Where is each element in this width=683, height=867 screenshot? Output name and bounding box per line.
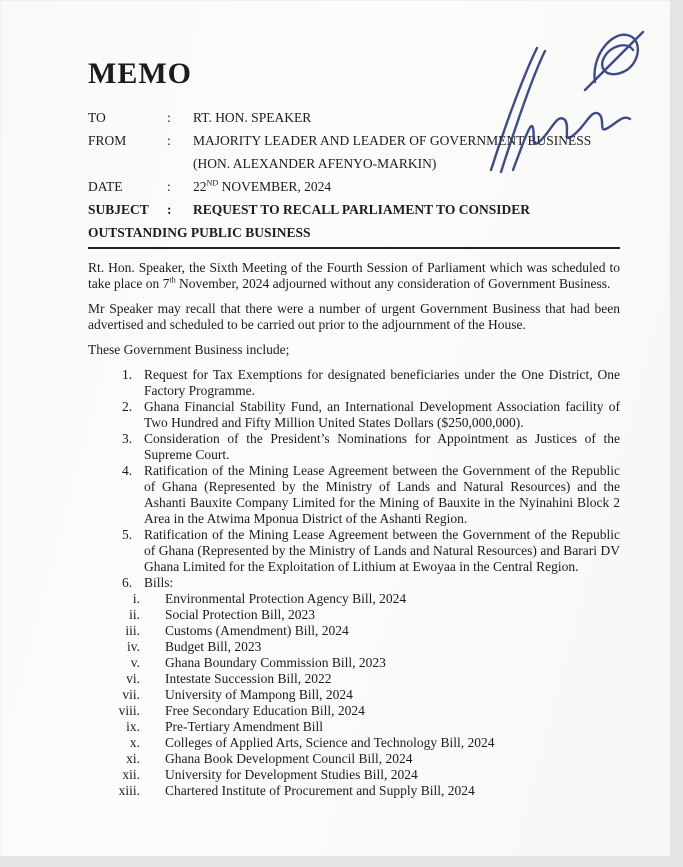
bill-text: Ghana Boundary Commission Bill, 2023: [165, 655, 386, 670]
bill-item-xiii: [88, 783, 620, 799]
bill-numeral: xii.: [122, 767, 140, 782]
bill-item-i: [88, 591, 620, 607]
paragraph-adjournment: [88, 260, 620, 292]
bill-numeral: i.: [132, 591, 140, 606]
bill-text: Intestate Succession Bill, 2022: [165, 671, 332, 686]
item-number: 1.: [122, 367, 133, 382]
list-item-5: [88, 527, 620, 575]
memo-field-subject: [88, 198, 620, 221]
bill-text: University for Development Studies Bill, 2024: [165, 767, 418, 782]
p1-seg-a: Rt. Hon. Speaker, the Sixth Meeting of the Fourth Session of Parliament which was scheduled to take place on 7: [88, 260, 620, 291]
bill-text: Customs (Amendment) Bill, 2024: [165, 623, 349, 638]
bill-item-iii: [88, 623, 620, 639]
bill-text: Pre-Tertiary Amendment Bill: [165, 719, 324, 734]
list-item-3: [88, 431, 620, 463]
bill-item-ii: [88, 607, 620, 623]
bill-numeral: vii.: [122, 687, 140, 702]
spacer: [88, 152, 167, 175]
list-item-1: [88, 367, 620, 399]
bill-numeral: xiii.: [118, 783, 140, 798]
bill-numeral: vi.: [126, 671, 140, 686]
date-colon: :: [167, 179, 171, 194]
paragraph-recall: Mr Speaker may recall that there were a number of urgent Government Business that had been advertised and scheduled to be carried out prior to the adjournment of the House.: [88, 301, 620, 332]
list-item-4: [88, 463, 620, 527]
bill-numeral: iv.: [127, 639, 140, 654]
from-value: MAJORITY LEADER AND LEADER OF GOVERNMENT BUSINESS: [193, 133, 592, 148]
bill-text: Budget Bill, 2023: [165, 639, 262, 654]
date-value: [193, 175, 620, 198]
bill-item-xi: [88, 751, 620, 767]
from-label: FROM: [88, 133, 127, 148]
memo-field-to: [88, 106, 620, 129]
bill-text: Free Secondary Education Bill, 2024: [165, 703, 365, 718]
p1-ordinal: th: [169, 275, 176, 285]
bill-numeral: viii.: [118, 703, 140, 718]
item-text: Ratification of the Mining Lease Agreement between the Government of the Republic of Ghana (Represented by the Ministry of Lands and Natural Resources) and Barari DV Ghana Limited for the Exploitation of Lithium at Ewoyaa in the Central Region.: [144, 527, 620, 574]
item-text: Ghana Financial Stability Fund, an International Development Association facility of Two Hundred and Fifty Million United States Dollars ($250,000,000).: [144, 399, 620, 430]
bill-text: Chartered Institute of Procurement and Supply Bill, 2024: [165, 783, 475, 798]
paragraph-intro: These Government Business include;: [88, 342, 290, 357]
list-item-6: [88, 575, 620, 591]
bill-numeral: ii.: [129, 607, 140, 622]
item-number: 2.: [122, 399, 133, 414]
memo-field-from: [88, 129, 620, 152]
list-item-2: [88, 399, 620, 431]
item-text: Consideration of the President’s Nominations for Appointment as Justices of the Supreme Court.: [144, 431, 620, 462]
bill-text: Colleges of Applied Arts, Science and Technology Bill, 2024: [165, 735, 495, 750]
subject-value-line1: REQUEST TO RECALL PARLIAMENT TO CONSIDER: [193, 202, 530, 217]
item-number: 3.: [122, 431, 133, 446]
bill-text: Ghana Book Development Council Bill, 2024: [165, 751, 413, 766]
to-label: TO: [88, 110, 106, 125]
bill-item-ix: [88, 719, 620, 735]
bill-item-viii: [88, 703, 620, 719]
bill-numeral: ix.: [126, 719, 140, 734]
from-colon: :: [167, 133, 171, 148]
p1-seg-b: November, 2024 adjourned without any consideration of Government Business.: [175, 276, 611, 291]
item-number: 5.: [122, 527, 133, 542]
item-number: 4.: [122, 463, 133, 478]
memo-title: MEMO: [88, 57, 192, 90]
bill-numeral: iii.: [125, 623, 140, 638]
spacer: [167, 152, 193, 175]
item-number: 6.: [122, 575, 133, 590]
item-text: Request for Tax Exemptions for designated beneficiaries under the One District, One Factory Programme.: [144, 367, 620, 398]
bill-text: Environmental Protection Agency Bill, 2024: [165, 591, 407, 606]
bill-numeral: x.: [129, 735, 140, 750]
bill-numeral: v.: [130, 655, 140, 670]
date-day: 22: [193, 179, 207, 194]
subject-colon: :: [167, 202, 172, 217]
bill-item-iv: [88, 639, 620, 655]
date-rest: NOVEMBER, 2024: [218, 179, 332, 194]
subject-value-line2: OUTSTANDING PUBLIC BUSINESS: [88, 221, 620, 249]
bill-item-x: [88, 735, 620, 751]
bill-text: University of Mampong Bill, 2024: [165, 687, 353, 702]
bill-item-vi: [88, 671, 620, 687]
bill-text: Social Protection Bill, 2023: [165, 607, 315, 622]
item-text: Bills:: [144, 575, 174, 590]
date-ordinal: ND: [206, 178, 219, 188]
memo-field-date: [88, 175, 620, 198]
memo-content: [88, 58, 620, 799]
item-text: Ratification of the Mining Lease Agreement between the Government of the Republic of Ghana (Represented by the Ministry of Lands and Natural Resources) and the Ashanti Bauxite Company Limited for the Mining of Bauxite in the Nyinahini Block 2 Area in the Atwima Mponua District of the Ashanti Region.: [144, 463, 620, 526]
memo-field-from-line2: [88, 152, 620, 175]
bill-item-v: [88, 655, 620, 671]
subject-label: SUBJECT: [88, 202, 149, 217]
date-label: DATE: [88, 179, 123, 194]
bill-numeral: xi.: [126, 751, 140, 766]
bill-item-vii: [88, 687, 620, 703]
from-value-line2: (HON. ALEXANDER AFENYO-MARKIN): [193, 156, 437, 171]
to-colon: :: [167, 110, 171, 125]
to-value: RT. HON. SPEAKER: [193, 110, 312, 125]
bill-item-xii: [88, 767, 620, 783]
